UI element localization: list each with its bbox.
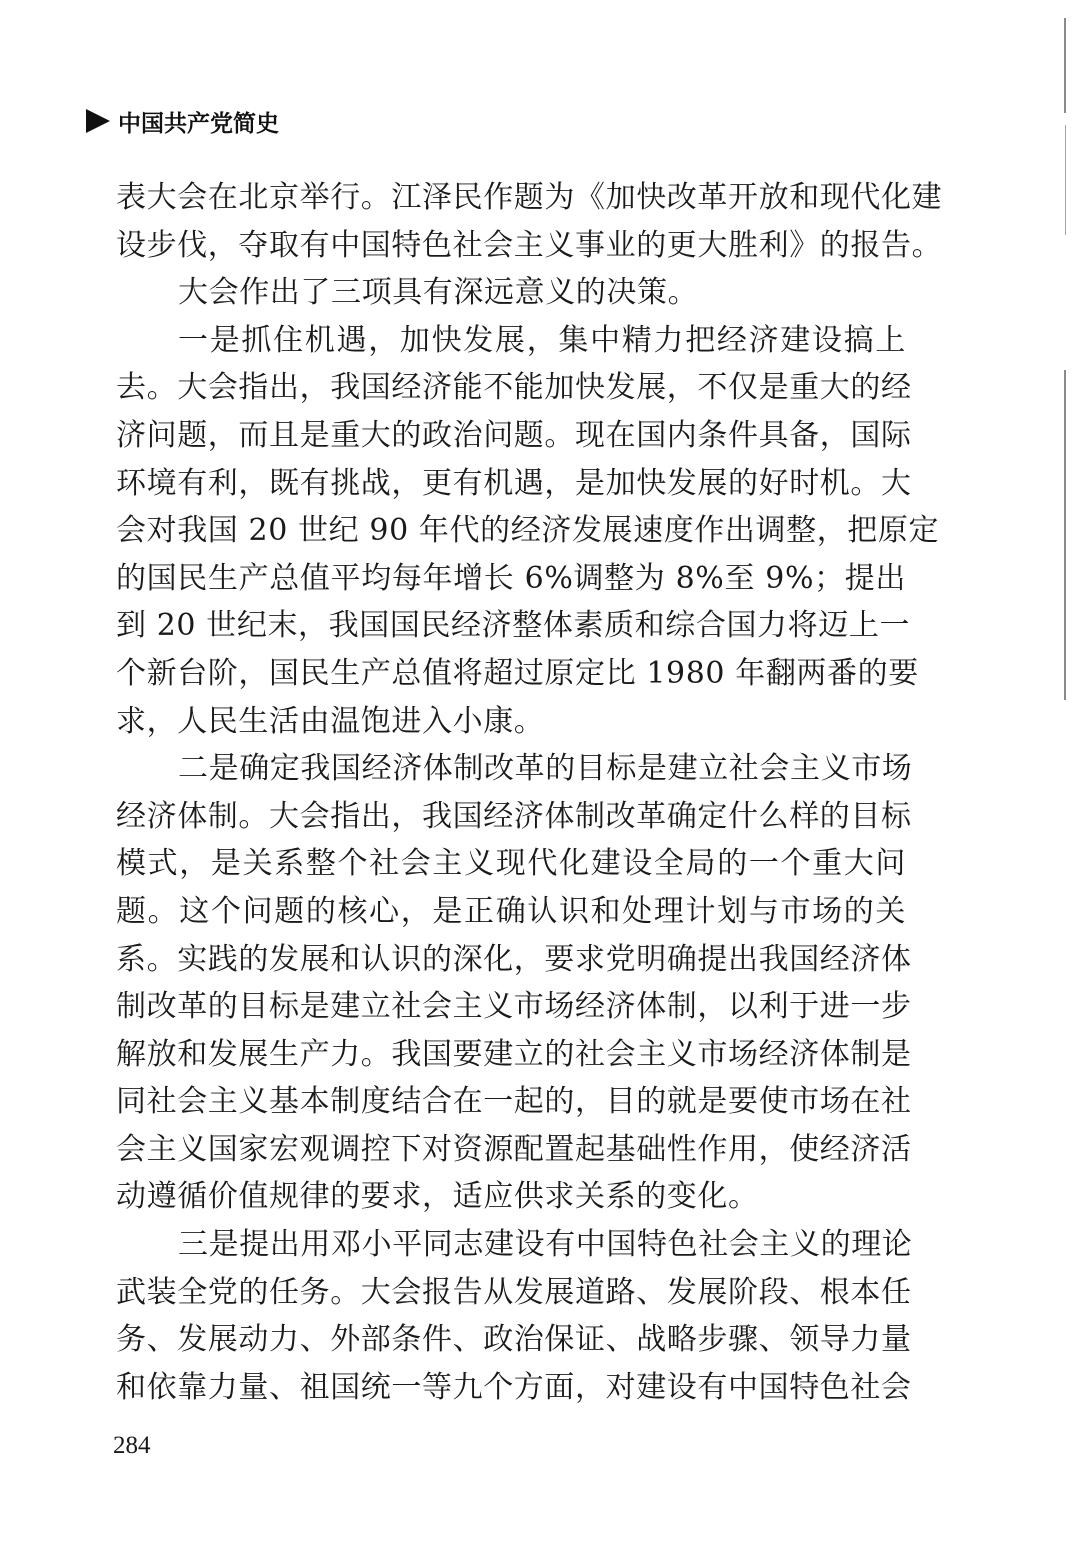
text-line: 和依靠力量、祖国统一等九个方面，对建设有中国特色社会 bbox=[116, 1369, 912, 1405]
text-line: 同社会主义基本制度结合在一起的，目的就是要使市场在社 bbox=[116, 1084, 912, 1120]
text-line: 济问题，而且是重大的政治问题。现在国内条件具备，国际 bbox=[116, 417, 912, 453]
text-line: 题。这个问题的核心，是正确认识和处理计划与市场的关 bbox=[116, 893, 906, 929]
text-line: 务、发展动力、外部条件、政治保证、战略步骤、领导力量 bbox=[116, 1322, 912, 1358]
text-line: 的国民生产总值平均每年增长 6%调整为 8%至 9%；提出 bbox=[116, 560, 906, 596]
running-head-title: 中国共产党简史 bbox=[118, 110, 279, 137]
text-line: 设步伐，夺取有中国特色社会主义事业的更大胜利》的报告。 bbox=[116, 227, 943, 263]
text-line: 个新台阶，国民生产总值将超过原定比 1980 年翻两番的要 bbox=[116, 655, 919, 691]
text-line: 制改革的目标是建立社会主义市场经济体制，以利于进一步 bbox=[116, 989, 912, 1025]
text-line: 解放和发展生产力。我国要建立的社会主义市场经济体制是 bbox=[116, 1036, 912, 1072]
text-line: 三是提出用邓小平同志建设有中国特色社会主义的理论 bbox=[178, 1227, 913, 1263]
text-line: 求，人民生活由温饱进入小康。 bbox=[116, 703, 545, 739]
text-line: 会主义国家宏观调控下对资源配置起基础性作用，使经济活 bbox=[116, 1131, 912, 1167]
running-head bbox=[86, 103, 279, 139]
page-number: 284 bbox=[113, 1432, 151, 1459]
triangle-right-icon bbox=[86, 109, 110, 133]
text-line: 大会作出了三项具有深远意义的决策。 bbox=[178, 275, 699, 311]
text-line: 二是确定我国经济体制改革的目标是建立社会主义市场 bbox=[178, 751, 913, 787]
text-line: 表大会在北京举行。江泽民作题为《加快改革开放和现代化建 bbox=[116, 180, 943, 215]
text-line: 模式，是关系整个社会主义现代化建设全局的一个重大问 bbox=[116, 846, 906, 882]
text-line: 系。实践的发展和认识的深化，要求党明确提出我国经济体 bbox=[116, 941, 912, 977]
text-line: 武装全党的任务。大会报告从发展道路、发展阶段、根本任 bbox=[116, 1274, 912, 1310]
scan-edge-artifact bbox=[1064, 18, 1066, 113]
scan-edge-artifact bbox=[1064, 370, 1066, 700]
text-line: 经济体制。大会指出，我国经济体制改革确定什么样的目标 bbox=[116, 798, 912, 834]
scan-edge-artifact bbox=[1065, 125, 1066, 235]
text-line: 去。大会指出，我国经济能不能加快发展，不仅是重大的经 bbox=[116, 370, 912, 406]
text-line: 会对我国 20 世纪 90 年代的经济发展速度作出调整，把原定 bbox=[116, 513, 940, 549]
text-line: 一是抓住机遇，加快发展，集中精力把经济建设搞上 bbox=[178, 322, 906, 358]
body-text bbox=[116, 174, 943, 1411]
text-line: 环境有利，既有挑战，更有机遇，是加快发展的好时机。大 bbox=[116, 465, 912, 501]
text-line: 动遵循价值规律的要求，适应供求关系的变化。 bbox=[116, 1179, 759, 1215]
text-line: 到 20 世纪末，我国国民经济整体素质和综合国力将迈上一 bbox=[116, 608, 911, 644]
